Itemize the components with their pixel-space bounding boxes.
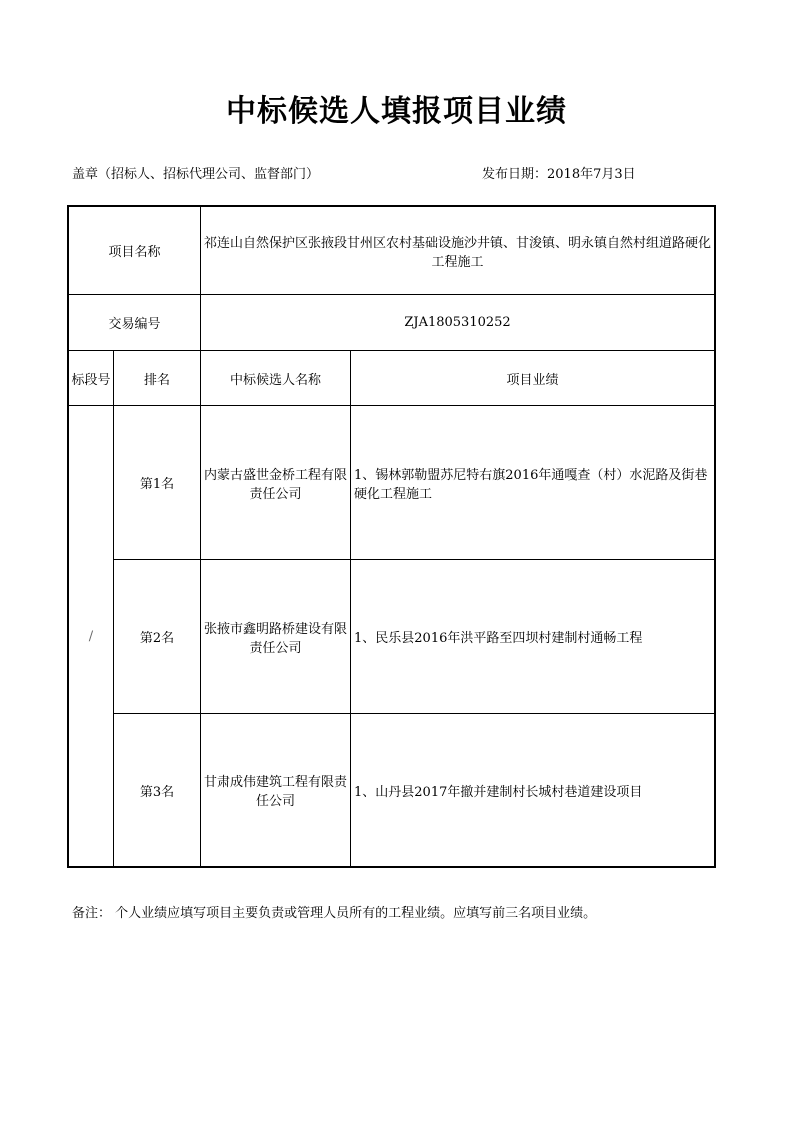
page-title: 中标候选人填报项目业绩 [226, 94, 567, 129]
table-row [69, 714, 715, 867]
stamp-label: 盖章（招标人、招标代理公司、监督部门） [72, 167, 320, 182]
trade-no-value: ZJA1805310252 [201, 295, 715, 351]
table-row [69, 406, 715, 560]
candidate-cell: 甘肃成伟建筑工程有限责任公司 [201, 714, 351, 867]
footer-note: 备注： 个人业绩应填写项目主要负责或管理人员所有的工程业绩。应填写前三名项目业绩。 [72, 906, 597, 921]
project-name-value: 祁连山自然保护区张掖段甘州区农村基础设施沙井镇、甘浚镇、明永镇自然村组道路硬化工程施工 [201, 207, 715, 295]
performance-cell: 1、民乐县2016年洪平路至四坝村建制村通畅工程 [351, 560, 715, 714]
trade-no-row [69, 295, 715, 351]
table-row [69, 560, 715, 714]
rank-cell: 第3名 [114, 714, 201, 867]
header-candidate: 中标候选人名称 [201, 351, 351, 406]
header-performance: 项目业绩 [351, 351, 715, 406]
project-name-label: 项目名称 [69, 207, 201, 295]
header-section: 标段号 [69, 351, 114, 406]
trade-no-label: 交易编号 [69, 295, 201, 351]
header-row [69, 351, 715, 406]
performance-cell: 1、山丹县2017年撤并建制村长城村巷道建设项目 [351, 714, 715, 867]
section-value: / [69, 406, 114, 867]
performance-table [68, 206, 715, 867]
performance-cell: 1、锡林郭勒盟苏尼特右旗2016年通嘎查（村）水泥路及街巷硬化工程施工 [351, 406, 715, 560]
rank-cell: 第2名 [114, 560, 201, 714]
candidate-cell: 内蒙古盛世金桥工程有限责任公司 [201, 406, 351, 560]
header-rank: 排名 [114, 351, 201, 406]
project-name-row [69, 207, 715, 295]
candidate-cell: 张掖市鑫明路桥建设有限责任公司 [201, 560, 351, 714]
rank-cell: 第1名 [114, 406, 201, 560]
publish-date: 发布日期：2018年7月3日 [482, 167, 636, 182]
